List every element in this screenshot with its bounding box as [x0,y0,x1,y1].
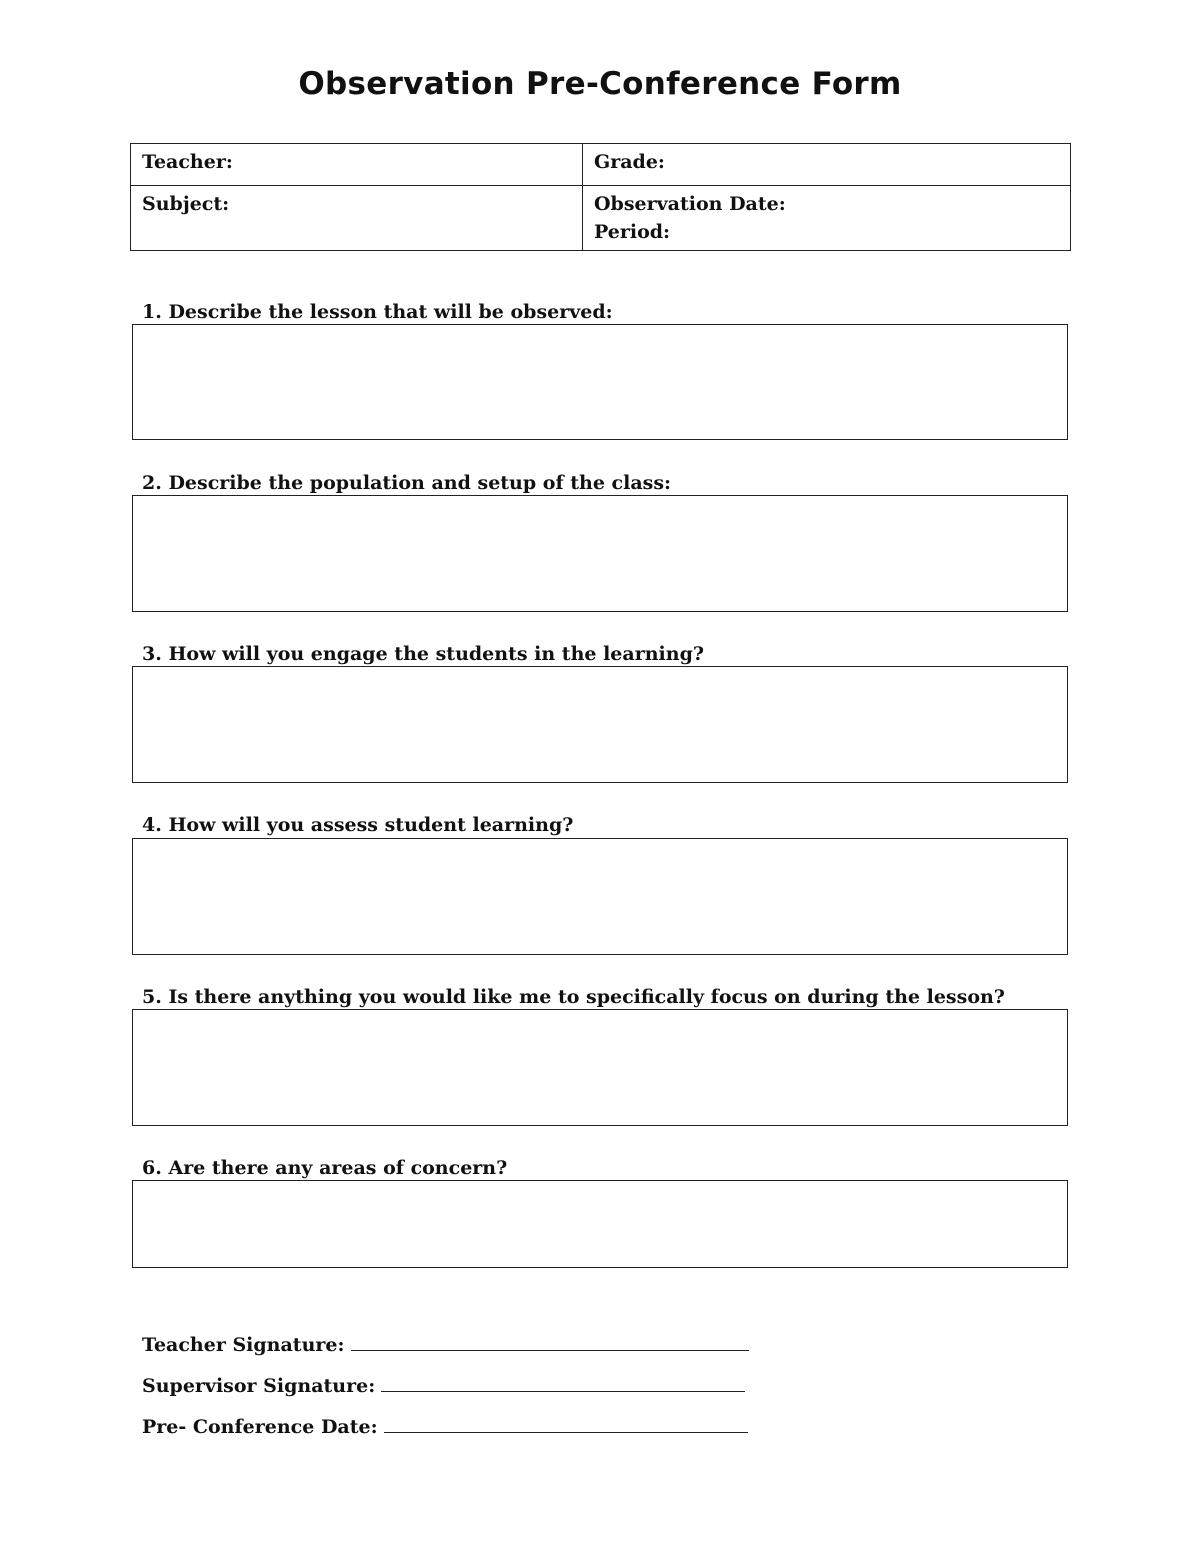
teacher-signature-label: Teacher Signature: [142,1334,345,1356]
teacher-cell[interactable] [131,144,583,186]
page-title: Observation Pre-Conference Form [298,66,902,102]
answer-box[interactable] [132,495,1068,612]
answer-box[interactable] [132,1009,1068,1126]
teacher-signature-row [142,1332,749,1358]
grade-label: Grade: [594,151,665,173]
teacher-signature-line[interactable] [351,1332,749,1351]
grade-cell[interactable] [583,144,1071,186]
question-label: 1. Describe the lesson that will be observed: [142,301,613,323]
pre-conference-date-line[interactable] [384,1414,748,1433]
info-row [131,144,1071,186]
period-label: Period: [594,221,671,243]
supervisor-signature-label: Supervisor Signature: [142,1375,376,1397]
subject-label: Subject: [142,193,230,215]
info-table [130,143,1071,251]
question-label: 6. Are there any areas of concern? [142,1157,508,1179]
observation-date-cell[interactable] [583,186,1071,251]
question-label: 2. Describe the population and setup of the class: [142,472,672,494]
supervisor-signature-line[interactable] [381,1373,745,1392]
supervisor-signature-row [142,1373,745,1399]
subject-cell[interactable] [131,186,583,251]
pre-conference-date-row [142,1414,748,1440]
answer-box[interactable] [132,838,1068,955]
question-label: 5. Is there anything you would like me to specifically focus on during the lesson? [142,986,1005,1008]
question-label: 3. How will you engage the students in the learning? [142,643,704,665]
pre-conference-date-label: Pre- Conference Date: [142,1416,378,1438]
question-label: 4. How will you assess student learning? [142,814,574,836]
info-row [131,186,1071,251]
answer-box[interactable] [132,1180,1068,1268]
answer-box[interactable] [132,324,1068,440]
observation-date-label: Observation Date: [594,193,786,215]
answer-box[interactable] [132,666,1068,783]
teacher-label: Teacher: [142,151,233,173]
